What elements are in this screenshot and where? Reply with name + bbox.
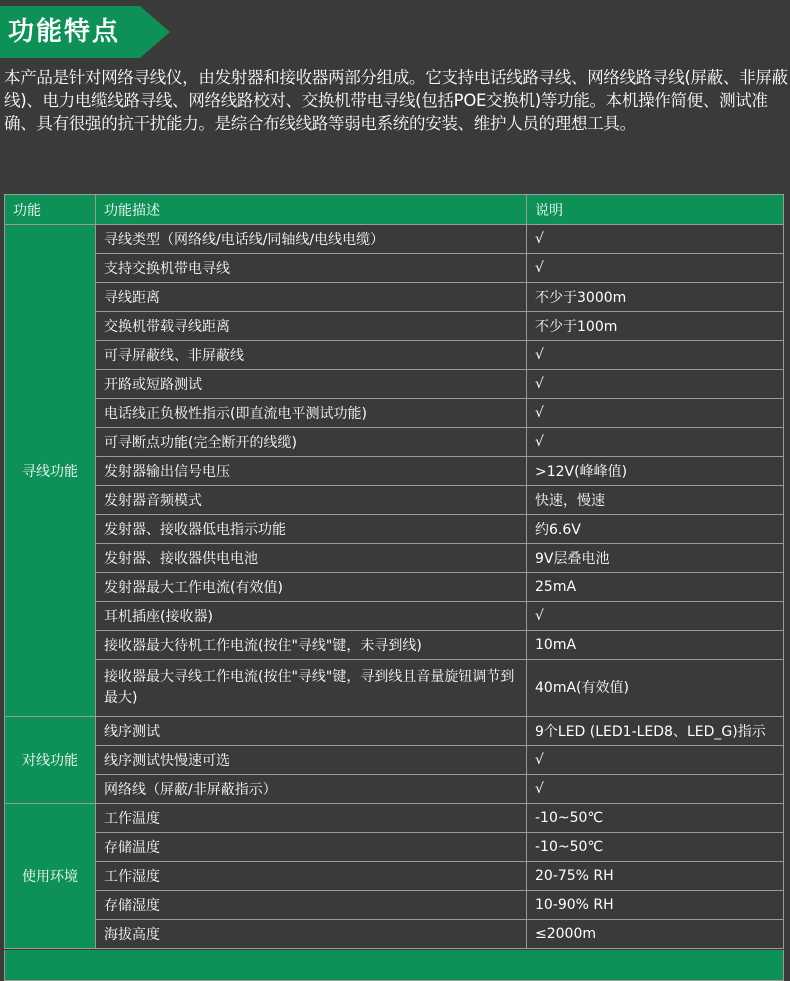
table-row [5, 920, 784, 949]
description-cell: 寻线距离 [96, 283, 527, 312]
note-cell: √ [527, 399, 784, 428]
description-cell: 可寻屏蔽线、非屏蔽线 [96, 341, 527, 370]
table-row [5, 573, 784, 602]
note-cell: 10-90% RH [527, 891, 784, 920]
spec-table [4, 194, 784, 949]
table-row [5, 225, 784, 254]
description-cell: 发射器输出信号电压 [96, 457, 527, 486]
header-description: 功能描述 [96, 195, 527, 225]
description-cell: 支持交换机带电寻线 [96, 254, 527, 283]
note-cell: √ [527, 370, 784, 399]
description-cell: 开路或短路测试 [96, 370, 527, 399]
table-row [5, 631, 784, 660]
note-cell: 快速，慢速 [527, 486, 784, 515]
table-row [5, 544, 784, 573]
table-row [5, 515, 784, 544]
description-cell: 发射器、接收器供电电池 [96, 544, 527, 573]
intro-paragraph: 本产品是针对网络寻线仪，由发射器和接收器两部分组成。它支持电话线路寻线、网络线路寻线(屏蔽、非屏蔽线)、电力电缆线路寻线、网络线路校对、交换机带电寻线(包括POE交换机)等功能。本机操作简便、测试准确、具有很强的抗干扰能力。是综合布线线路等弱电系统的安装、维护人员的理想工具。 [4, 68, 788, 133]
description-cell: 发射器音频模式 [96, 486, 527, 515]
table-row [5, 862, 784, 891]
bottom-accent-bar [4, 950, 784, 981]
description-cell: 工作温度 [96, 804, 527, 833]
table-row [5, 746, 784, 775]
table-header-row [5, 195, 784, 225]
header-function: 功能 [5, 195, 96, 225]
section-title-banner [0, 6, 170, 58]
table-row [5, 428, 784, 457]
description-cell: 网络线（屏蔽/非屏蔽指示） [96, 775, 527, 804]
description-cell: 存储湿度 [96, 891, 527, 920]
header-notes: 说明 [527, 195, 784, 225]
table-row [5, 312, 784, 341]
table-row [5, 283, 784, 312]
note-cell: 不少于3000m [527, 283, 784, 312]
table-row [5, 399, 784, 428]
description-cell: 发射器、接收器低电指示功能 [96, 515, 527, 544]
note-cell: ≤2000m [527, 920, 784, 949]
table-row [5, 660, 784, 717]
description-cell: 线序测试快慢速可选 [96, 746, 527, 775]
description-cell: 接收器最大待机工作电流(按住"寻线"键，未寻到线) [96, 631, 527, 660]
note-cell: 20-75% RH [527, 862, 784, 891]
table-row [5, 804, 784, 833]
description-cell: 寻线类型（网络线/电话线/同轴线/电线电缆） [96, 225, 527, 254]
note-cell: 约6.6V [527, 515, 784, 544]
table-row [5, 254, 784, 283]
description-cell: 可寻断点功能(完全断开的线缆) [96, 428, 527, 457]
note-cell: 10mA [527, 631, 784, 660]
note-cell: -10~50℃ [527, 804, 784, 833]
description-cell: 电话线正负极性指示(即直流电平测试功能) [96, 399, 527, 428]
note-cell: √ [527, 602, 784, 631]
description-cell: 交换机带载寻线距离 [96, 312, 527, 341]
category-cell: 对线功能 [5, 717, 96, 804]
description-cell: 接收器最大寻线工作电流(按住"寻线"键，寻到线且音量旋钮调节到最大) [96, 660, 527, 717]
note-cell: √ [527, 225, 784, 254]
spec-table-body [5, 225, 784, 949]
note-cell: √ [527, 428, 784, 457]
description-cell: 存储温度 [96, 833, 527, 862]
table-row [5, 457, 784, 486]
description-cell: 海拔高度 [96, 920, 527, 949]
note-cell: 不少于100m [527, 312, 784, 341]
note-cell: 9V层叠电池 [527, 544, 784, 573]
description-cell: 发射器最大工作电流(有效值) [96, 573, 527, 602]
table-row [5, 717, 784, 746]
page-title: 功能特点 [8, 17, 121, 47]
table-row [5, 775, 784, 804]
category-cell: 使用环境 [5, 804, 96, 949]
note-cell: 9个LED (LED1-LED8、LED_G)指示 [527, 717, 784, 746]
table-row [5, 602, 784, 631]
table-row [5, 891, 784, 920]
description-cell: 线序测试 [96, 717, 527, 746]
table-row [5, 833, 784, 862]
note-cell: √ [527, 775, 784, 804]
note-cell: >12V(峰峰值) [527, 457, 784, 486]
note-cell: 40mA(有效值) [527, 660, 784, 717]
note-cell: √ [527, 341, 784, 370]
note-cell: √ [527, 254, 784, 283]
table-row [5, 341, 784, 370]
description-cell: 耳机插座(接收器) [96, 602, 527, 631]
note-cell: -10~50℃ [527, 833, 784, 862]
note-cell: 25mA [527, 573, 784, 602]
table-row [5, 370, 784, 399]
table-row [5, 486, 784, 515]
description-cell: 工作湿度 [96, 862, 527, 891]
category-cell: 寻线功能 [5, 225, 96, 717]
note-cell: √ [527, 746, 784, 775]
